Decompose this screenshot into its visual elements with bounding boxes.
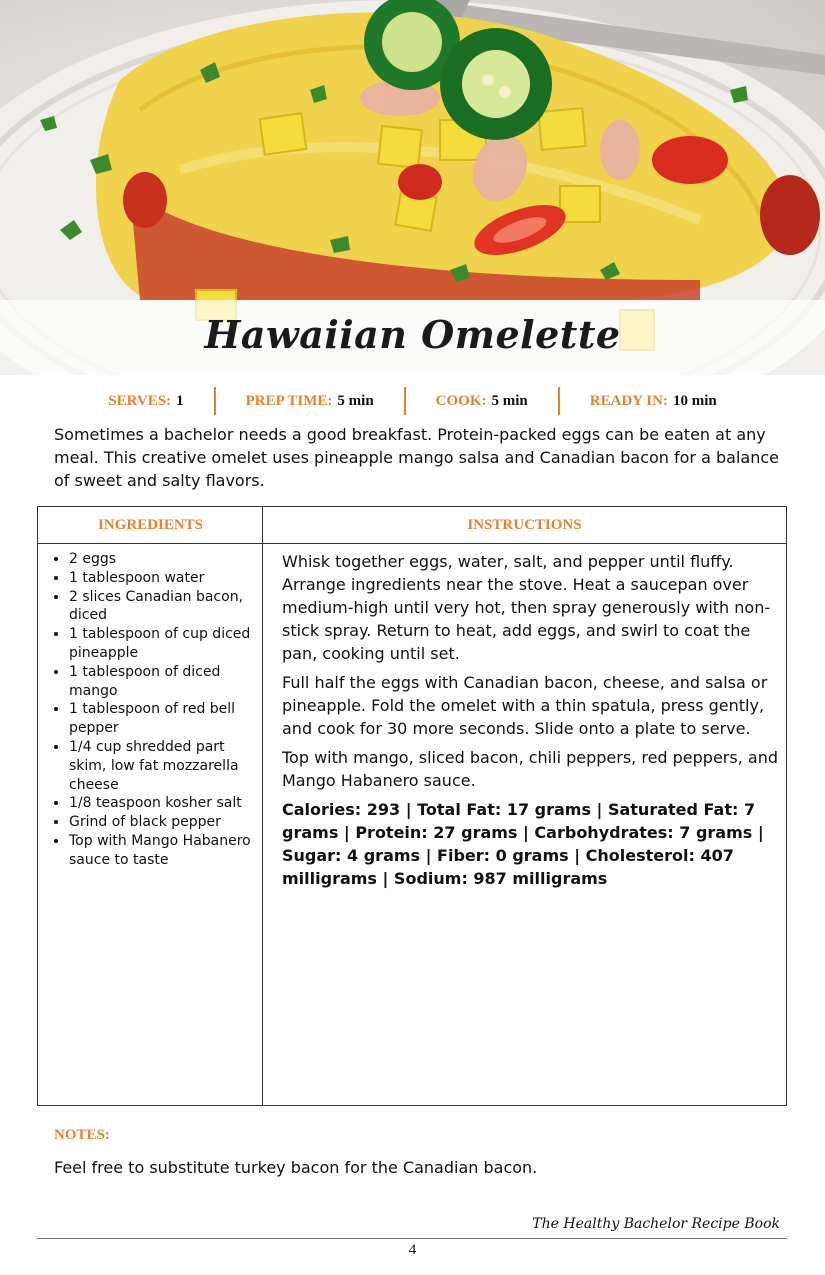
footer-divider <box>37 1238 787 1239</box>
meta-label: COOK: <box>435 392 487 409</box>
ingredient-item: • Grind of black pepper <box>69 813 262 832</box>
book-title: The Healthy Bachelor Recipe Book <box>532 1216 780 1232</box>
ingredients-list <box>38 550 262 870</box>
meta-label: PREP TIME: <box>245 392 333 409</box>
ingredient-item: • 2 slices Canadian bacon, diced <box>69 588 262 626</box>
instruction-step: Whisk together eggs, water, salt, and pepper until fluffy. Arrange ingredients near the stove. Heat a saucepan over medium-high until very hot, then spray generously with non-stick spray. Return to heat, add eggs, and swirl to coat the pan, cooking until set. <box>282 552 771 663</box>
meta-value: 10 min <box>672 392 717 409</box>
ingredient-item: • 2 eggs <box>69 550 262 569</box>
meta-value: 5 min <box>491 392 528 409</box>
notes-text: Feel free to substitute turkey bacon for the Canadian bacon. <box>54 1158 538 1177</box>
page-number: 4 <box>408 1242 417 1258</box>
ingredient-item: • 1 tablespoon water <box>69 569 262 588</box>
meta-ready-in <box>560 386 747 416</box>
ingredient-item: • 1 tablespoon of diced mango <box>69 663 262 701</box>
instruction-step: Top with mango, sliced bacon, chili peppers, red peppers, and Mango Habanero sauce. <box>282 748 778 790</box>
meta-value: 5 min <box>337 392 374 409</box>
ingredient-item: • 1/8 teaspoon kosher salt <box>69 794 262 813</box>
meta-prep-time <box>216 386 404 416</box>
ingredient-item: • Top with Mango Habanero sauce to taste <box>69 832 262 870</box>
recipe-intro: Sometimes a bachelor needs a good breakfast. Protein-packed eggs can be eaten at any meal. This creative omelet uses pineapple mango salsa and Canadian bacon for a balance of sweet and salty flavors. <box>54 425 779 490</box>
meta-cook <box>406 386 558 416</box>
instructions-body <box>282 550 782 896</box>
recipe-title: Hawaiian Omelette <box>204 312 621 357</box>
instructions-header: INSTRUCTIONS <box>263 507 786 544</box>
recipe-meta-row <box>0 384 825 418</box>
meta-value: 1 <box>176 392 184 409</box>
meta-label: SERVES: <box>108 392 172 409</box>
ingredient-item: • 1 tablespoon of cup diced pineapple <box>69 625 262 663</box>
ingredient-item: • 1/4 cup shredded part skim, low fat mozzarella cheese <box>69 738 262 794</box>
column-divider <box>262 507 263 1105</box>
meta-label: READY IN: <box>589 392 668 409</box>
recipe-table <box>37 506 787 1106</box>
meta-serves <box>78 386 213 416</box>
ingredient-item: • 1 tablespoon of red bell pepper <box>69 700 262 738</box>
notes-label: NOTES: <box>54 1127 110 1143</box>
ingredients-header: INGREDIENTS <box>38 507 263 544</box>
nutrition-facts: Calories: 293 | Total Fat: 17 grams | Saturated Fat: 7 grams | Protein: 27 grams | Carbohydrates: 7 grams | Sugar: 4 grams | Fiber: 0 grams | Cholesterol: 407 milligrams | Sodium: 987 milligrams <box>282 800 764 888</box>
instruction-step: Full half the eggs with Canadian bacon, cheese, and salsa or pineapple. Fold the omelet with a thin spatula, press gently, and cook for 30 more seconds. Slide onto a plate to serve. <box>282 673 768 738</box>
